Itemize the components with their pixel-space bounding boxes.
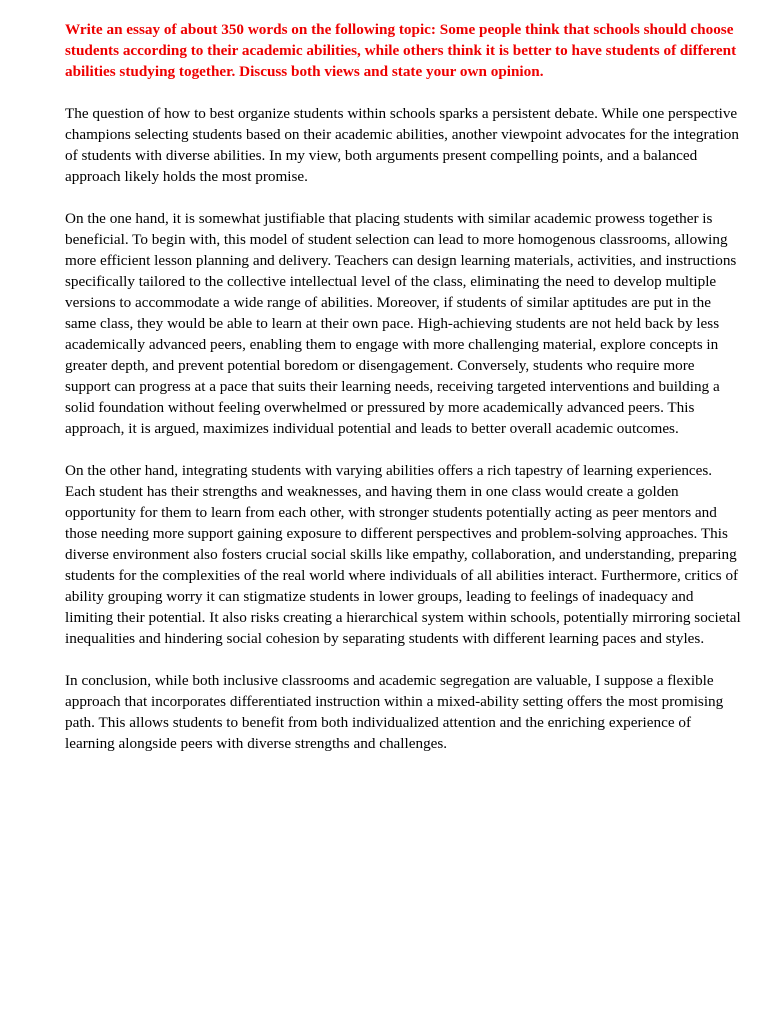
paragraph-conclusion: In conclusion, while both inclusive classrooms and academic segregation are valuable, I suppose a flexible approach that incorporates differentiated instruction within a mixed-ability setting offers the most promising path. This allows students to benefit from both individualized attention and the enriching experience of learning alongside peers with diverse strengths and challenges. (65, 672, 724, 752)
paragraph-body-one: On the one hand, it is somewhat justifiable that placing students with similar academic prowess together is beneficial. To begin with, this model of student selection can lead to more homogenous classrooms, allowing more efficient lesson planning and delivery. Teachers can design learning materials, activities, and instructions specifically tailored to the collective intellectual level of the class, eliminating the need to develop multiple versions to accommodate a wide range of abilities. Moreover, if students of similar aptitudes are put in the same class, they would be able to learn at their own pace. High-achieving students are not held back by less academically advanced peers, enabling them to engage with more challenging material, explore concepts in greater depth, and prevent potential boredom or disengagement. Conversely, students who require more support can progress at a pace that suits their learning needs, receiving targeted interventions and building a solid foundation without feeling overwhelmed or pressured by more academically advanced peers. This approach, it is argued, maximizes individual potential and leads to better overall academic outcomes. (65, 210, 737, 437)
essay-prompt: Write an essay of about 350 words on the following topic: Some people think that schools should choose students according to their academic abilities, while others think it is better to have students of different abilities studying together. Discuss both views and state your own opinion. (65, 21, 737, 80)
paragraph-introduction: The question of how to best organize students within schools sparks a persistent debate. While one perspective champions selecting students based on their academic abilities, another viewpoint advocates for the integration of students with diverse abilities. In my view, both arguments present compelling points, and a balanced approach likely holds the most promise. (65, 105, 739, 185)
paragraph-body-two: On the other hand, integrating students with varying abilities offers a rich tapestry of learning experiences. Each student has their strengths and weaknesses, and having them in one class would create a golden opportunity for them to learn from each other, with stronger students potentially acting as peer mentors and those needing more support gaining exposure to different perspectives and problem-solving approaches. This diverse environment also fosters crucial social skills like empathy, collaboration, and understanding, preparing students for the complexities of the real world where individuals of all abilities interact. Furthermore, critics of ability grouping worry it can stigmatize students in lower groups, leading to feelings of inadequacy and limiting their potential. It also risks creating a hierarchical system within schools, potentially mirroring societal inequalities and hindering social cohesion by separating students with different learning paces and styles. (65, 462, 741, 647)
document-page (65, 19, 741, 775)
